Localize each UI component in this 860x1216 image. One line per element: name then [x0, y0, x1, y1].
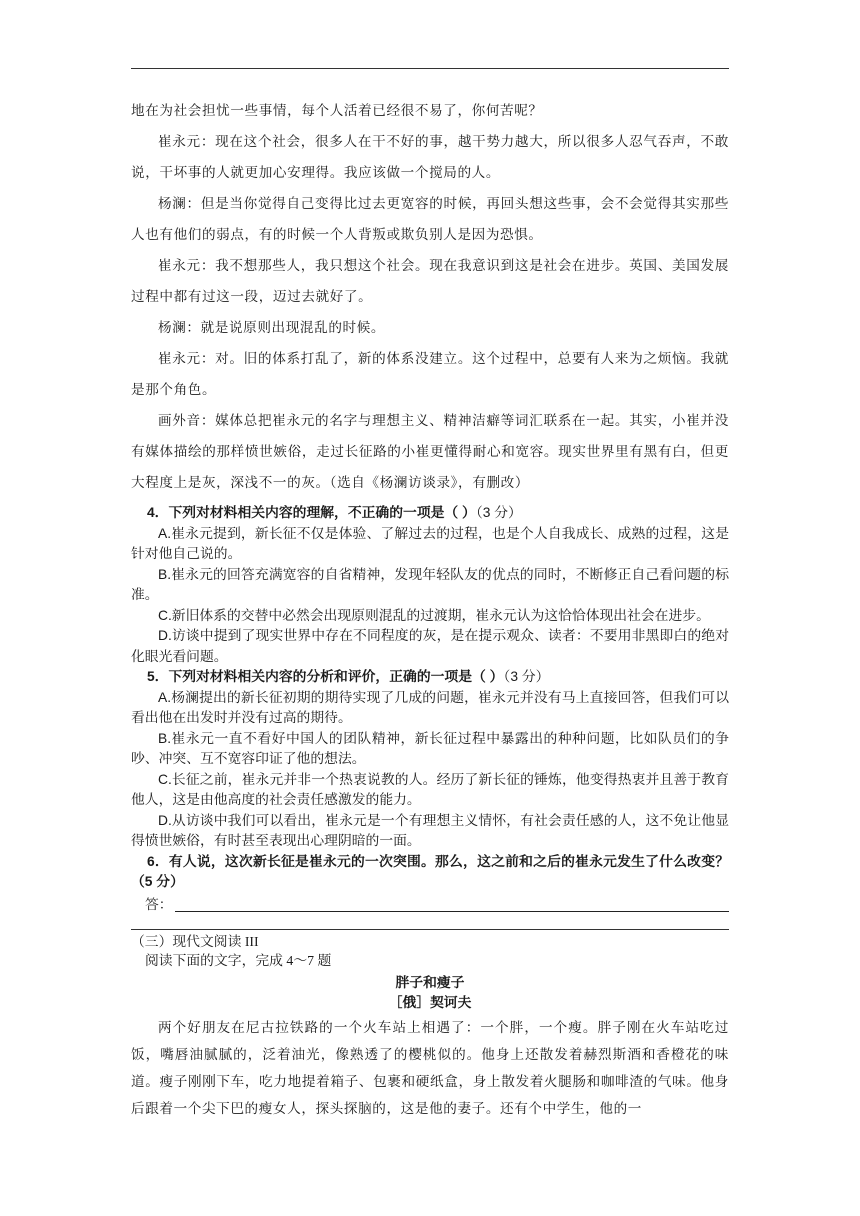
answer-line[interactable]	[175, 895, 729, 912]
section-divider	[131, 929, 729, 930]
section-heading: （三）现代文阅读 III	[131, 933, 259, 949]
question-text: 6．有人说，这次新长征是崔永元的一次突围。那么，这之前和之后的崔永元发生了什么改变？（5 分）	[131, 853, 729, 889]
interview-paragraph: 崔永元：对。旧的体系打乱了，新的体系没建立。这个过程中，总要有人来为之烦恼。我就是那个角色。	[131, 351, 729, 398]
interview-paragraph: 地在为社会担忧一些事情，每个人活着已经很不易了，你何苦呢？	[131, 103, 543, 119]
document-page	[131, 96, 729, 1123]
interview-paragraph: 杨澜：就是说原则出现混乱的时候。	[158, 320, 386, 336]
interview-paragraph: 崔永元：我不想那些人，我只想这个社会。现在我意识到这是社会在进步。英国、美国发展过程中都有过这一段，迈过去就好了。	[131, 258, 729, 305]
question-text: 5．下列对材料相关内容的分析和评价，正确的一项是（ ）	[147, 669, 504, 684]
questions-section	[131, 503, 729, 893]
answer-option[interactable]: B.崔永元一直不看好中国人的团队精神，新长征过程中暴露出的种种问题，比如队员们的争吵、冲突、互不宽容印证了他的想法。	[131, 730, 729, 766]
answer-option[interactable]: C.新旧体系的交替中必然会出现原则混乱的过渡期，崔永元认为这恰恰体现出社会在进步。	[158, 607, 710, 623]
question-title	[131, 852, 729, 893]
story-paragraph: 两个好朋友在尼古拉铁路的一个火车站上相遇了：一个胖，一个瘦。胖子刚在火车站吃过饭，嘴唇油腻腻的，泛着油光，像熟透了的樱桃似的。他身上还散发着赫烈斯酒和香橙花的味道。瘦子刚刚下车，吃力地提着箱子、包裹和硬纸盒，身上散发着火腿肠和咖啡渣的气味。他身后跟着一个尖下巴的瘦女人，探头探脑的，这是他的妻子。还有个中学生，他的一	[131, 1019, 729, 1117]
question-points: （3 分）	[503, 669, 550, 684]
story-body	[131, 1015, 729, 1123]
header-rule	[131, 68, 729, 69]
interview-paragraph: 画外音：媒体总把崔永元的名字与理想主义、精神洁癖等词汇联系在一起。其实，小崔并没有媒体描绘的那样愤世嫉俗，走过长征路的小崔更懂得耐心和宽容。现实世界里有黑有白，但更大程度上是灰，深浅不一的灰。（选自《杨澜访谈录》，有删改）	[131, 413, 729, 491]
interview-text	[131, 96, 729, 499]
answer-row[interactable]	[145, 893, 729, 915]
question-title	[131, 503, 729, 524]
answer-option[interactable]: D.从访谈中我们可以看出，崔永元是一个有理想主义情怀，有社会责任感的人，这不免让他显得愤世嫉俗，有时甚至表现出心理阴暗的一面。	[131, 812, 729, 848]
answer-option[interactable]: A.杨澜提出的新长征初期的期待实现了几成的问题，崔永元并没有马上直接回答，但我们可以看出他在出发时并没有过高的期待。	[131, 689, 729, 725]
section-instruction: 阅读下面的文字，完成 4～7 题	[145, 952, 332, 968]
answer-option[interactable]: A.崔永元提到，新长征不仅是体验、了解过去的过程，也是个人自我成长、成熟的过程，这是针对他自己说的。	[131, 525, 729, 561]
answer-option[interactable]: C.长征之前，崔永元并非一个热衷说教的人。经历了新长征的锤炼，他变得热衷并且善于教育他人，这是由他高度的社会责任感激发的能力。	[131, 771, 729, 807]
answer-option[interactable]: D.访谈中提到了现实世界中存在不同程度的灰，是在提示观众、读者：不要用非黑即白的绝对化眼光看问题。	[131, 628, 729, 664]
question-points: （3 分）	[475, 505, 522, 520]
story-title: 胖子和瘦子	[395, 974, 465, 990]
interview-paragraph: 杨澜：但是当你觉得自己变得比过去更宽容的时候，再回头想这些事，会不会觉得其实那些人也有他们的弱点，有的时候一个人背叛或欺负别人是因为恐惧。	[131, 196, 729, 243]
answer-option[interactable]: B.崔永元的回答充满宽容的自省精神，发现年轻队友的优点的同时，不断修正自己看问题的标准。	[131, 566, 729, 602]
question-title	[131, 667, 729, 688]
question-text: 4．下列对材料相关内容的理解，不正确的一项是（ ）	[147, 505, 476, 520]
answer-label: 答：	[145, 896, 173, 912]
interview-paragraph: 崔永元：现在这个社会，很多人在干不好的事，越干势力越大，所以很多人忍气吞声，不敢说，干坏事的人就更加心安理得。我应该做一个搅局的人。	[131, 134, 729, 181]
story-author: ［俄］契诃夫	[388, 994, 472, 1010]
